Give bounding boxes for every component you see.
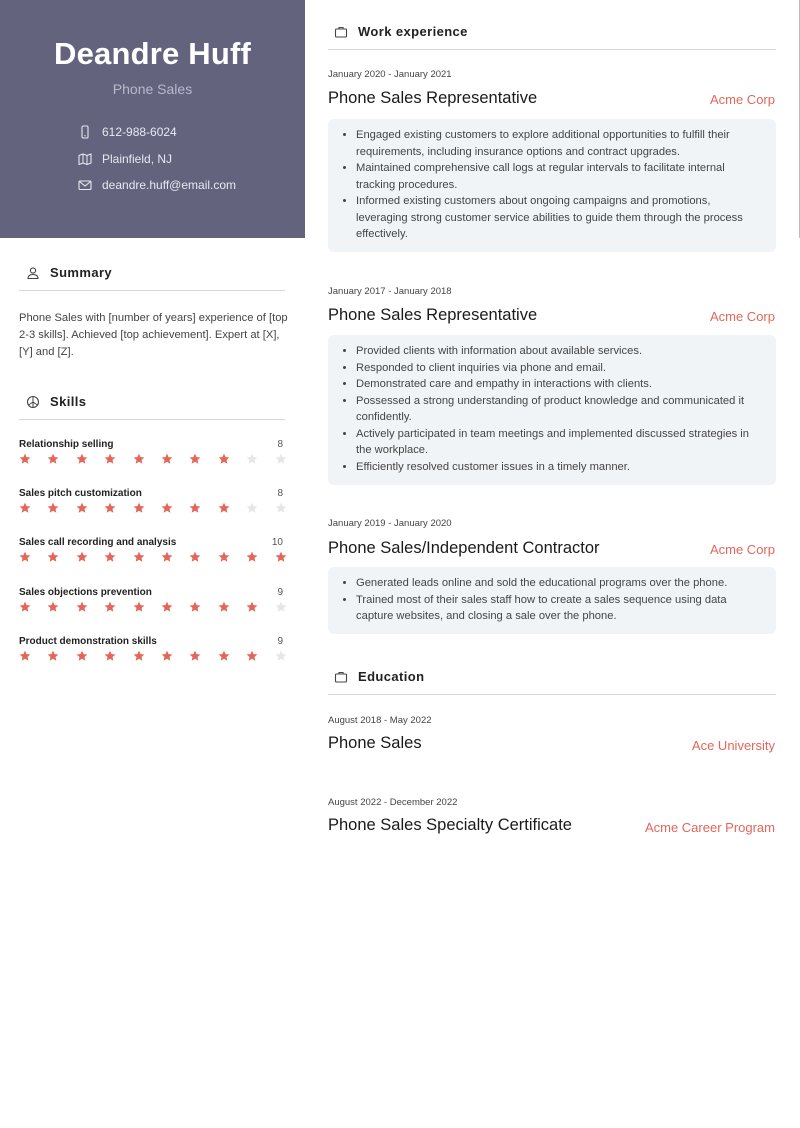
star-filled-icon <box>47 601 59 613</box>
email-text: deandre.huff@email.com <box>102 178 237 192</box>
star-filled-icon <box>19 453 31 465</box>
star-filled-icon <box>76 601 88 613</box>
job-bullet: • Possessed a strong understanding of product knowledge and communicated it confidently. <box>356 393 762 426</box>
job-title: Phone Sales Representative <box>328 306 538 324</box>
star-filled-icon <box>218 650 230 662</box>
job-description <box>328 335 776 485</box>
job-company: Acme Corp <box>709 309 775 324</box>
education-school: Acme Career Program <box>644 820 775 835</box>
job-bullet: • Maintained comprehensive call logs at regular intervals to facilitate internal tracking procedures. <box>356 160 762 193</box>
job-bullet: • Informed existing customers about ongoing campaigns and promotions, leveraging strong customer service abilities to guide them through the process effectively. <box>356 193 762 243</box>
star-filled-icon <box>76 453 88 465</box>
star-filled-icon <box>133 601 145 613</box>
star-filled-icon <box>104 551 116 563</box>
job-bullet: • Generated leads online and sold the educational programs over the phone. <box>356 575 762 592</box>
job-company: Acme Corp <box>709 92 775 107</box>
skill-score: 8 <box>277 439 283 450</box>
skill-name: Relationship selling <box>19 439 114 450</box>
profile-header <box>0 0 305 238</box>
star-filled-icon <box>104 502 116 514</box>
star-filled-icon <box>189 551 201 563</box>
star-filled-icon <box>275 551 287 563</box>
star-filled-icon <box>161 650 173 662</box>
skill-score: 8 <box>277 488 283 499</box>
star-filled-icon <box>19 551 31 563</box>
star-filled-icon <box>76 502 88 514</box>
summary-divider <box>19 290 285 291</box>
star-filled-icon <box>189 601 201 613</box>
education-heading <box>334 669 424 684</box>
star-filled-icon <box>189 453 201 465</box>
star-empty-icon <box>275 453 287 465</box>
star-empty-icon <box>275 601 287 613</box>
job-date: January 2019 - January 2020 <box>328 518 452 529</box>
skill-item <box>19 488 285 528</box>
skill-name: Sales pitch customization <box>19 488 142 499</box>
phone-icon <box>78 125 92 139</box>
education-date: August 2022 - December 2022 <box>328 797 458 808</box>
experience-heading-text: Work experience <box>358 24 468 39</box>
education-title: Phone Sales <box>328 734 422 752</box>
star-filled-icon <box>47 650 59 662</box>
job-description <box>328 567 776 634</box>
briefcase-icon <box>334 670 348 684</box>
summary-heading <box>26 265 112 280</box>
skill-score: 9 <box>277 587 283 598</box>
job-bullet: • Trained most of their sales staff how to create a sales sequence using data capture websites, and closing a sale over the phone. <box>356 592 762 625</box>
mail-icon <box>78 178 92 192</box>
contact-phone <box>78 125 177 139</box>
skills-icon <box>26 395 40 409</box>
briefcase-icon <box>334 25 348 39</box>
contact-email <box>78 178 236 192</box>
star-filled-icon <box>19 650 31 662</box>
skills-heading <box>26 394 86 409</box>
star-filled-icon <box>218 601 230 613</box>
education-title: Phone Sales Specialty Certificate <box>328 816 572 834</box>
map-icon <box>78 152 92 166</box>
skill-item <box>19 587 285 627</box>
summary-heading-text: Summary <box>50 265 113 280</box>
star-filled-icon <box>19 601 31 613</box>
star-empty-icon <box>275 502 287 514</box>
skill-item <box>19 439 285 479</box>
contact-location <box>78 152 172 166</box>
star-filled-icon <box>246 551 258 563</box>
education-date: August 2018 - May 2022 <box>328 715 432 726</box>
star-filled-icon <box>218 502 230 514</box>
skill-name: Product demonstration skills <box>19 636 157 647</box>
summary-text: Phone Sales with [number of years] experience of [top 2-3 skills]. Achieved [top achievement]. Expert at [X], [Y] and [Z]. <box>19 312 288 358</box>
star-filled-icon <box>161 502 173 514</box>
star-filled-icon <box>104 601 116 613</box>
star-filled-icon <box>161 453 173 465</box>
star-filled-icon <box>161 551 173 563</box>
skill-stars <box>19 551 285 563</box>
star-empty-icon <box>275 650 287 662</box>
skills-divider <box>19 419 285 420</box>
education-school: Ace University <box>691 738 775 753</box>
star-filled-icon <box>47 502 59 514</box>
job-bullet: • Demonstrated care and empathy in interactions with clients. <box>356 376 762 393</box>
skill-stars <box>19 453 285 465</box>
star-filled-icon <box>161 601 173 613</box>
skill-score: 9 <box>277 636 283 647</box>
skill-item <box>19 636 285 676</box>
phone-text: 612-988-6024 <box>102 125 177 139</box>
job-title: Phone Sales/Independent Contractor <box>328 539 600 557</box>
star-filled-icon <box>104 453 116 465</box>
job-bullet: • Responded to client inquiries via phone and email. <box>356 360 762 377</box>
education-heading-text: Education <box>358 669 425 684</box>
candidate-name: Deandre Huff <box>53 36 252 71</box>
star-filled-icon <box>76 551 88 563</box>
star-filled-icon <box>133 502 145 514</box>
star-empty-icon <box>246 453 258 465</box>
star-filled-icon <box>133 551 145 563</box>
user-icon <box>26 266 40 280</box>
left-column <box>0 0 305 1128</box>
star-filled-icon <box>189 502 201 514</box>
experience-divider <box>328 49 776 50</box>
star-filled-icon <box>47 551 59 563</box>
candidate-role: Phone Sales <box>112 81 193 97</box>
star-filled-icon <box>246 650 258 662</box>
skill-name: Sales call recording and analysis <box>19 537 177 548</box>
star-filled-icon <box>133 453 145 465</box>
star-filled-icon <box>104 650 116 662</box>
skill-name: Sales objections prevention <box>19 587 152 598</box>
location-text: Plainfield, NJ <box>102 152 173 166</box>
skill-stars <box>19 650 285 662</box>
skill-stars <box>19 502 285 514</box>
job-date: January 2017 - January 2018 <box>328 286 452 297</box>
star-filled-icon <box>47 453 59 465</box>
job-description <box>328 119 776 252</box>
star-filled-icon <box>133 650 145 662</box>
experience-heading <box>334 24 468 39</box>
job-bullet: • Actively participated in team meetings and implemented discussed strategies in the workplace. <box>356 426 762 459</box>
job-bullet: • Efficiently resolved customer issues in a timely manner. <box>356 459 762 476</box>
job-title: Phone Sales Representative <box>328 89 538 107</box>
star-filled-icon <box>76 650 88 662</box>
star-empty-icon <box>246 502 258 514</box>
skill-item <box>19 537 285 577</box>
job-bullet: • Provided clients with information about available services. <box>356 343 762 360</box>
job-company: Acme Corp <box>709 542 775 557</box>
job-bullet: • Engaged existing customers to explore additional opportunities to fulfill their requirements, including insurance options and contract upgrades. <box>356 127 762 160</box>
skills-heading-text: Skills <box>50 394 87 409</box>
star-filled-icon <box>19 502 31 514</box>
education-divider <box>328 694 776 695</box>
skill-score: 10 <box>271 537 283 548</box>
skill-stars <box>19 601 285 613</box>
star-filled-icon <box>246 601 258 613</box>
star-filled-icon <box>189 650 201 662</box>
star-filled-icon <box>218 551 230 563</box>
star-filled-icon <box>218 453 230 465</box>
job-date: January 2020 - January 2021 <box>328 69 452 80</box>
